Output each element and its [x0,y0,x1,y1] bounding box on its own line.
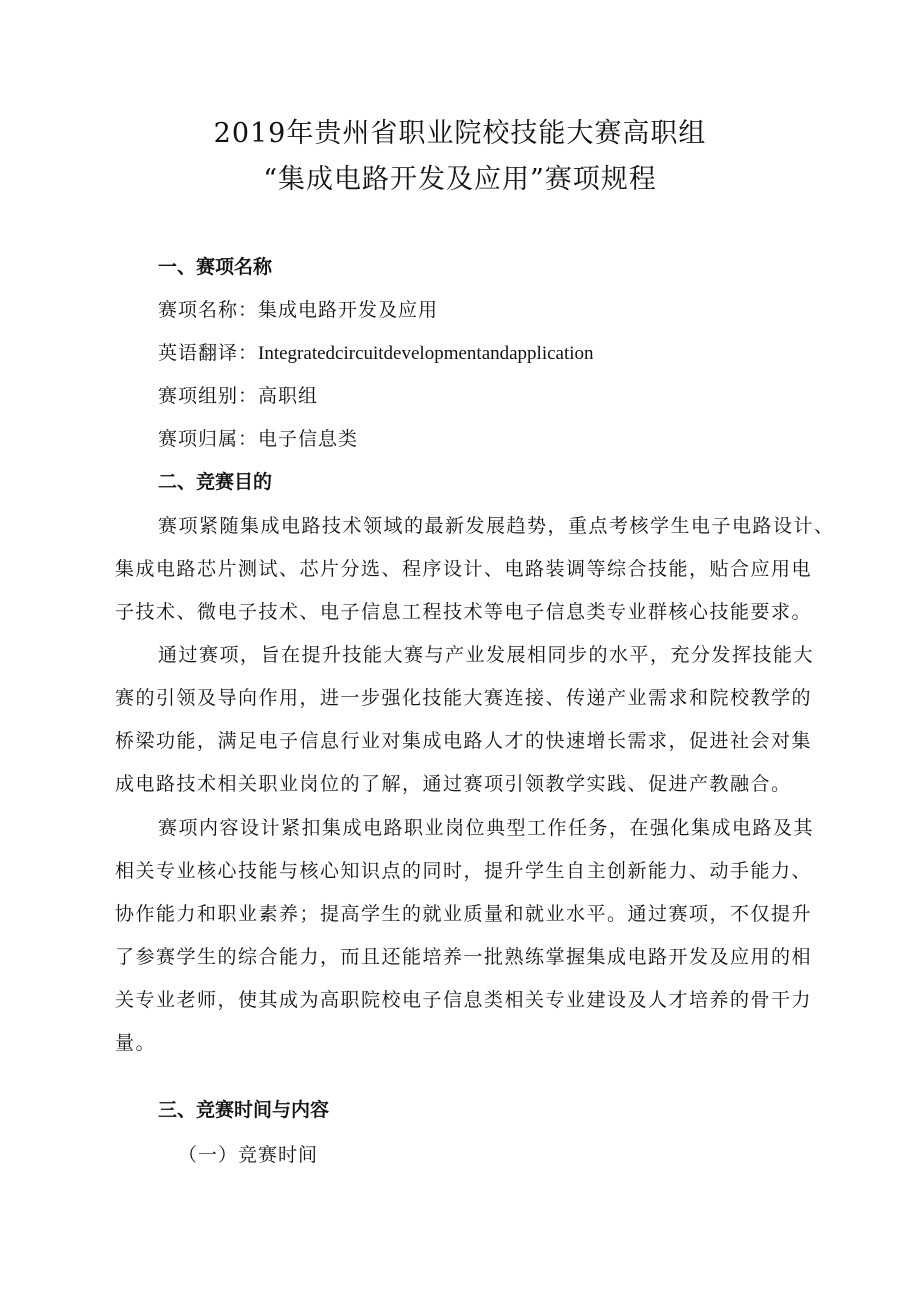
document-title-line-1: 2019年贵州省职业院校技能大赛高职组 [213,118,707,149]
field-value: 集成电路开发及应用 [258,299,439,321]
paragraph-line: 子技术、微电子技术、电子信息工程技术等电子信息类专业群核心技能要求。 [115,601,813,623]
field-value: Integratedcircuitdevelopmentandapplication [258,343,594,364]
paragraph-line: 关专业老师，使其成为高职院校电子信息类相关专业建设及人才培养的骨干力 [115,989,813,1011]
section-3-heading: 三、竞赛时间与内容 [158,1099,330,1121]
paragraph-line: 成电路技术相关职业岗位的了解，通过赛项引领教学实践、促进产教融合。 [115,773,792,795]
paragraph-line: 赛项紧随集成电路技术领域的最新发展趋势，重点考核学生电子电路设计、 [158,515,835,537]
paragraph-line: 了参赛学生的综合能力，而且还能培养一批熟练掌握集成电路开发及应用的相 [115,946,813,968]
paragraph-line: 相关专业核心技能与核心知识点的同时，提升学生自主创新能力、动手能力、 [115,860,813,882]
document-title-line-2: “集成电路开发及应用”赛项规程 [263,164,657,195]
field-event-category [158,426,358,452]
section-1-heading: 一、赛项名称 [158,256,273,278]
field-value: 高职组 [258,385,319,407]
field-value: 电子信息类 [258,428,359,450]
field-english-translation [158,340,594,367]
field-event-group [158,383,318,409]
field-event-name [158,297,438,323]
paragraph-line: 赛项内容设计紧扣集成电路职业岗位典型工作任务，在强化集成电路及其 [158,817,815,839]
field-label: 赛项名称： [158,299,259,321]
field-label: 赛项归属： [158,428,259,450]
field-label: 英语翻译： [158,342,259,364]
section-3-subheading-1: （一）竞赛时间 [178,1144,319,1166]
paragraph-line: 通过赛项，旨在提升技能大赛与产业发展相同步的水平，充分发挥技能大 [158,644,815,666]
field-label: 赛项组别： [158,385,259,407]
paragraph-line: 量。 [115,1032,157,1054]
section-2-heading: 二、竞赛目的 [158,471,273,493]
paragraph-line: 协作能力和职业素养；提高学生的就业质量和就业水平。通过赛项，不仅提升 [115,903,813,925]
paragraph-line: 集成电路芯片测试、芯片分选、程序设计、电路装调等综合技能，贴合应用电 [115,558,813,580]
paragraph-line: 桥梁功能，满足电子信息行业对集成电路人才的快速增长需求，促进社会对集 [115,730,813,752]
paragraph-line: 赛的引领及导向作用，进一步强化技能大赛连接、传递产业需求和院校教学的 [115,687,813,709]
